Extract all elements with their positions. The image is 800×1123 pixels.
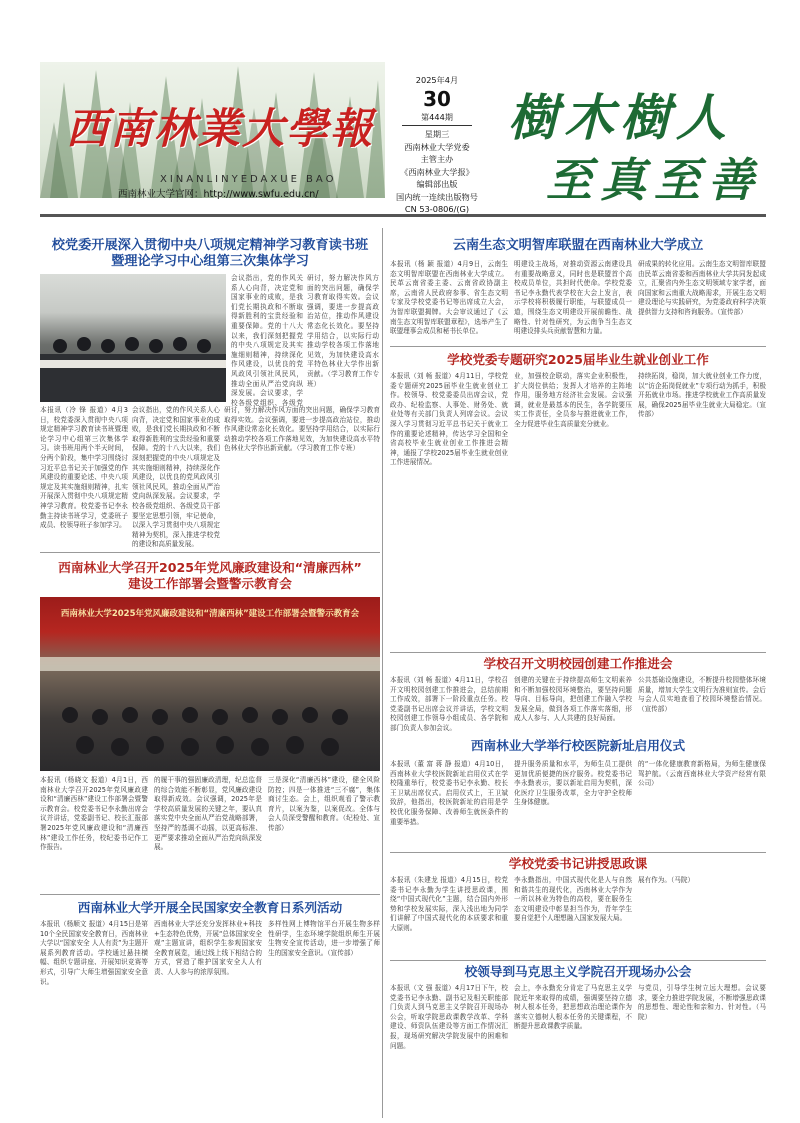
article-8-body-col-2: 李永勤指出，中国式现代化是人与自然和谐共生的现代化，西南林业大学作为一所以林业为特色的高校，要在服务生态文明建设中彰显担当作为，青年学生要自觉把个人理想融入国家发展大局。 <box>514 876 632 923</box>
article-5-body-col-3: 持续拓岗，稳岗，加大就业创业工作力度，以“访企拓岗促就业”专项行动为抓手，积极开拓就业市场。推进学校就业工作高质量发展，确保2025届毕业生就业大局稳定。（宣传部） <box>638 372 766 419</box>
issue-weekday: 星期三 <box>424 129 450 139</box>
article-divider <box>390 960 766 961</box>
article-2-body-col-1: 本报讯（杨 颖 报道）4月9日，云南生态文明智库联盟在西南林业大学成立。民革云南省委主委、云南省政协副主席，云南省人民政府参事、省生态文明专家及学校党委书记等出席成立大会，为智库联盟揭牌。大会审议通过了《云南生态文明智库联盟章程》，选举产生了联盟理事会成员和秘书长单位。 <box>390 260 508 336</box>
masthead-banner <box>40 62 385 198</box>
article-5-headline: 学校党委专题研究2025届毕业生就业创业工作 <box>447 352 709 367</box>
article-1-body-col-1: 本报讯（冷 锋 报道）4月3日，校党委深入贯彻中央八项规定精神学习教育读书班暨理论学习中心组第三次集体学习。读书班用两个半天时间，分两个阶段，集中学习围绕讨习近平总书记关于加强党的作风建设的重要论述、中央八项规定及其实施细则精神，扎实开展深入贯彻中央八项规定精神学习教育。校党委书记李永勤主持读书班学习，党委班子成员、校领导班子参加学习。 <box>40 406 128 530</box>
article-3-conference-photo <box>40 597 380 771</box>
official-website-line: 西南林业大学官网：http://www.swfu.edu.cn/ <box>118 189 319 200</box>
article-3-headline-line-1: 西南林业大学召开2025年党风廉政建设和“清廉西林” <box>58 560 362 575</box>
article-5-body-col-2: 业，加强校企联动，落实企业积极性，扩大岗位供给；发挥人才培养的主阵地作用，服务地方经济社会发展。会议强调，就业是最基本的民生，各学院要压实工作责任，全员参与推进就业工作，全力促进毕业生高质量充分就业。 <box>514 372 632 428</box>
article-7-headline: 西南林业大学举行校医院新址启用仪式 <box>470 738 686 753</box>
article-9-headline: 校领导到马克思主义学院召开现场办公会 <box>464 964 692 979</box>
article-divider <box>390 852 766 853</box>
article-6-body-col-1: 本报讯（刘 畅 报道）4月11日，学校召开文明校园创建工作推进会，总结前期工作成效，部署下一阶段重点任务。校党委副书记出席会议并讲话，学校文明校园创建工作领导小组成员、各学院和部门负责人参加会议。 <box>390 676 508 732</box>
article-divider <box>40 552 380 553</box>
article-6-body-col-3: 公共基础设施建设，不断提升校园整体环境质量，增加大学生文明行为准则宣传。会后与会人员实地查看了校园环境整治情况。（宣传部） <box>638 676 766 713</box>
article-8-body-col-3: 展有作为。（马院） <box>638 876 695 884</box>
article-6-headline: 学校召开文明校园创建工作推进会 <box>483 656 673 671</box>
newspaper-title-pinyin: XINANLINYEDAXUE BAO <box>160 174 337 185</box>
article-9-body-col-1: 本报讯（文 强 报道）4月17日下午，校党委书记李永勤、副书记及相关职能部门负责人到马克思主义学院召开现场办公会，听取学院思政课教学改革、学科建设、师资队伍建设等方面工作情况汇报，现场研究解决学院发展中的困难和问题。 <box>390 984 508 1050</box>
article-3-headline-line-2: 建设工作部署会暨警示教育会 <box>128 576 292 591</box>
article-1-body-col-2a: 会议指出，党的作风关系人心向背，决定党和国家事业的成败，是我们党长期执政和不断取得新胜利的宝贵经验和重要保障。党的十八大以来，我们深刻把握党的中央八项规定及其实施细则精神，持续深化作风建设，以优良的党风政风引领社风民风，推动全面从严治党向纵深发展。会议要求，学校各级党组织、各级党 <box>231 274 303 407</box>
issue-sponsor-role: 主管主办 <box>420 154 454 164</box>
motto-line-1: 樹木樹人 <box>508 88 732 147</box>
article-9-body-col-2: 会上，李永勤充分肯定了马克思主义学院近年来取得的成绩，强调要坚持立德树人根本任务，把思想政治理论课作为落实立德树人根本任务的关键课程，不断提升思政课教学质量。 <box>514 984 632 1031</box>
article-8-body-col-1: 本报讯（朱建龙 报道）4月15日，校党委书记李永勤为学生讲授思政课，围绕“中国式现代化”主题，结合国内外形势和学校发展实际，深入浅出地为同学们讲解了中国式现代化的本质要求和重大原则。 <box>390 876 508 932</box>
issue-cn-number: CN 53-0806/(G) <box>404 204 470 214</box>
article-4-headline: 西南林业大学开展全民国家安全教育日系列活动 <box>77 900 343 915</box>
article-1-meeting-photo <box>40 274 226 402</box>
issue-number: 第444期 <box>420 111 453 122</box>
school-motto <box>490 72 765 207</box>
article-5-body-col-1: 本报讯（刘 畅 报道）4月11日，学校党委专题研究2025届毕业生就业创业工作。校领导、校党委委员出席会议，党政办、纪检监察、人事处、财务处、就业处等有关部门负责人列席会议。会议深入学习贯彻习近平总书记关于就业工作的重要论述精神，传达学习全国和全省高校毕业生就业创业工作推进会精神，通报了学校2025届毕业生就业创业工作进展情况。 <box>390 372 508 467</box>
masthead-divider <box>40 214 766 217</box>
issue-date: 2025年4月 <box>415 75 459 85</box>
issue-editor: 《西南林业大学报》 <box>400 166 474 177</box>
motto-line-2: 至真至善 <box>546 153 762 207</box>
newspaper-title-calligraphy: 西南林業大學報 <box>66 104 375 153</box>
article-1-body-col-3: 研讨，努力解决作风方面的突出问题，确保学习教育取得实效。会议强调，要进一步提高政治站位，推动作风建设常态化长效化。要坚持学用结合，以实际行动推动学校各项工作落地见效，为加快建设高水平特色林业大学作出新贡献。（学习教育工作专班） <box>224 406 380 453</box>
article-3-photo-banner-text: 西南林业大学2025年党风廉政建设和“清廉西林”建设工作部署会暨警示教育会 <box>60 609 360 619</box>
article-divider <box>390 346 766 347</box>
issue-editor-role: 编辑部出版 <box>416 179 458 189</box>
article-2-body-col-2: 明建设主战场，对推动资源云南建设具有重要战略意义，同时也是联盟首个高校成员单位，共担时代使命。学校党委书记李永勤代表学校在大会上发言，表示学校将积极履行职能，与联盟成员一道，围绕生态文明建设开展前瞻性、战略性、针对性研究，为云南争当生态文明建设排头兵贡献智慧和力量。 <box>514 260 632 336</box>
article-8-headline: 学校党委书记讲授思政课 <box>508 856 648 871</box>
article-2-body-col-3: 研成果的转化应用。云南生态文明智库联盟由民革云南省委和西南林业大学共同发起成立，汇聚省内外生态文明领域专家学者，面向国家和云南重大战略需求，开展生态文明建设理论与实践研究，为党委政府科学决策提供智力支持和咨询服务。（宣传部） <box>638 260 766 316</box>
column-divider <box>382 228 383 1118</box>
issue-info-block <box>396 74 478 216</box>
article-1-body-col-2: 会议指出，党的作风关系人心向背，决定党和国家事业的成败，是我们党长期执政和不断取得新胜利的宝贵经验和重要保障。党的十八大以来，我们深刻把握党的中央八项规定及其实施细则精神，持续深化作风建设，以优良的党风政风引领社风民风，推动全面从严治党向纵深发展。会议要求，学校各级党组织、各级党员干部要坚定思想引领，牢记使命，以深入学习贯彻中央八项规定精神为契机，深入推进学校党的建设和高质量发展。 <box>132 406 220 548</box>
article-4-body-col-3: 多样性网上博物馆平台开展生物多样性研学，生态环境学院组织师生开展生物安全宣传活动，进一步增强了师生的国家安全意识。（宣传部） <box>268 920 380 957</box>
article-3-body-col-2: 的履干事的强固廉政清理，纪总监督的综合效能不断彰显，党风廉政建设取得新成效。会议强调，2025年是学校高质量发展的关键之年，要认真落实党中央全面从严治党战略部署，坚持严的基调不动摇，以更高标准、更严要求推动全面从严治党向纵深发展。 <box>154 776 262 852</box>
article-1-body-col-3a: 研讨，努力解决作风方面的突出问题，确保学习教育取得实效。会议强调，要进一步提高政治站位，推动作风建设常态化长效化。要坚持学用结合，以实际行动推动学校各项工作落地见效，为加快建设高水平特色林业大学作出新贡献。（学习教育工作专班） <box>307 274 379 388</box>
issue-serial-code-label: 国内统一连续出版物号 <box>396 191 478 202</box>
article-1-headline-line-2: 暨理论学习中心组第三次集体学习 <box>111 254 309 269</box>
issue-day: 30 <box>423 86 451 111</box>
article-3-body-col-1: 本报讯（杨晓文 报道）4月1日，西南林业大学召开2025年党风廉政建设和“清廉西林”建设工作部署会暨警示教育会。校党委书记李永勤出席会议并讲话，党委副书记、校长汇报部署2025年党风廉政建设和“清廉西林”建设工作任务，校纪委书记作工作报告。 <box>40 776 148 852</box>
article-7-body-col-1: 本报讯（董 富 蒋 静 报道）4月10日，西南林业大学校医院新址启用仪式在学校隆重举行，校党委书记李永勤、校长王卫斌出席仪式。启用仪式上，王卫斌致辞，他指出，校医院新址的启用是学校优化服务保障、改善师生就医条件的重要举措。 <box>390 760 508 826</box>
article-divider <box>40 894 380 895</box>
article-9-body-col-3: 与党员，引导学生树立远大理想。会议要求，要全力推进学院发展，不断增强思政课的思想性、理论性和亲和力、针对性。（马院） <box>638 984 766 1021</box>
issue-sponsor: 西南林业大学党委 <box>404 141 470 152</box>
article-2-headline: 云南生态文明智库联盟在西南林业大学成立 <box>452 238 704 253</box>
article-divider <box>390 652 766 653</box>
article-1-headline-line-1: 校党委开展深入贯彻中央八项规定精神学习教育读书班 <box>51 238 369 253</box>
article-4-body-col-1: 本报讯（杨顺文 报道）4月15日是第10个全民国家安全教育日，西南林业大学以“国家安全 人人有责”为主题开展系列教育活动。学校通过悬挂横幅、组织专题讲座、开展知识竞赛等形式，引导广大师生增强国家安全意识。 <box>40 920 148 986</box>
article-4-body-col-2: 西南林业大学还充分发挥林业+科技+生态特色优势，开展“总体国家安全观”主题宣讲，组织学生参观国家安全教育展览，通过线上线下相结合的方式，营造了维护国家安全人人有责、人人参与的浓厚氛围。 <box>154 920 262 976</box>
article-3-body-col-3: 三是深化“清廉西林”建设，健全风险防控；四是一体推进“三不腐”，集体商讨生态。会上，组织观看了警示教育片，以案为鉴，以案促改。全体与会人员深受警醒和教育。（纪检处、宣传部） <box>268 776 380 832</box>
article-7-body-col-3: 的“一体化健康教育新格局，为师生健康保驾护航。（云南西南林业大学资产经营有限公司） <box>638 760 766 788</box>
article-7-body-col-2: 提升服务质量和水平，为师生员工提供更加优质便捷的医疗服务。校党委书记李永勤表示，要以新址启用为契机，深化医疗卫生服务改革，全力守护全校师生身体健康。 <box>514 760 632 807</box>
article-6-body-col-2: 创建的关键在于持续提高师生文明素养和不断加强校园环境整治，要坚持问题导向、目标导向，把创建工作融入学校发展全局，做到各项工作落实落细，形成人人参与、人人共建的良好局面。 <box>514 676 632 723</box>
